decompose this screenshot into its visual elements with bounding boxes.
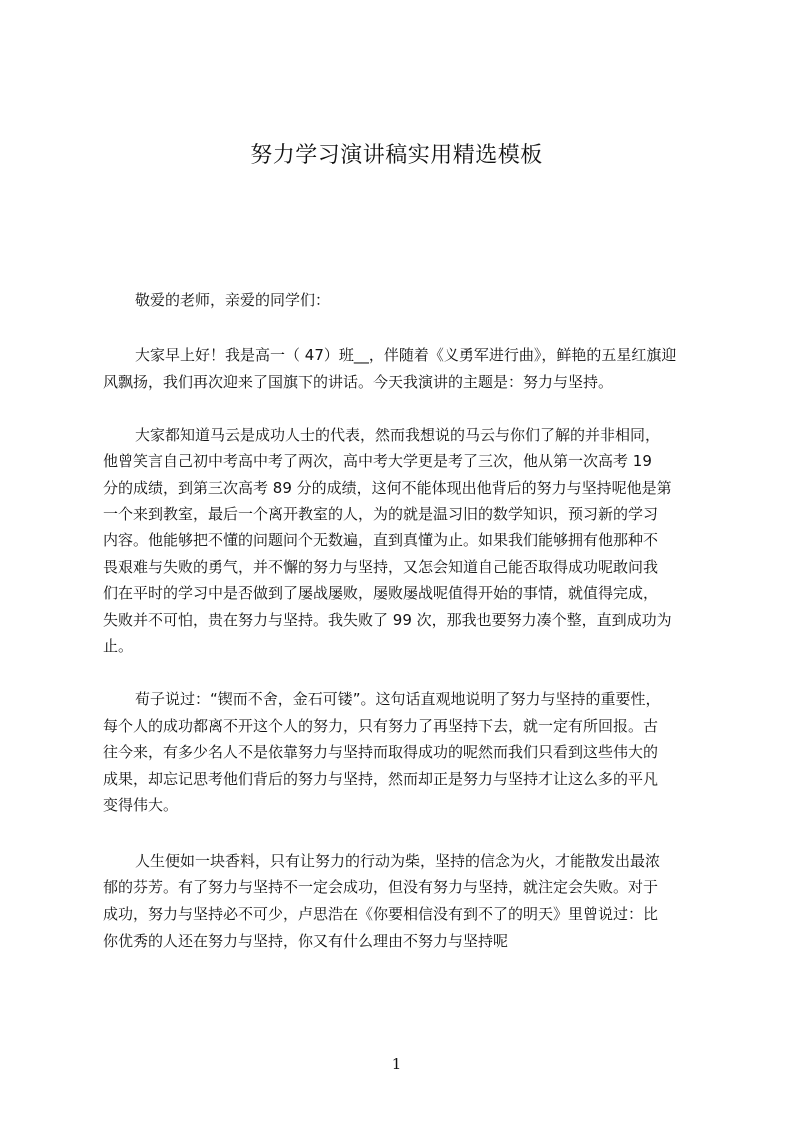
text-line: 大家早上好！我是高一（ 47）班__，伴随着《义勇军进行曲》，鲜艳的五星红旗迎 (135, 346, 677, 364)
text-line: 敬爱的老师，亲爱的同学们： (135, 291, 331, 309)
text-line: 郁的芬芳。有了努力与坚持不一定会成功，但没有努力与坚持，就注定会失败。对于 (103, 878, 659, 896)
text-line: 大家都知道马云是成功人士的代表，然而我想说的马云与你们了解的并非相同， (135, 426, 661, 444)
text-line: 人生便如一块香料，只有让努力的行动为柴，坚持的信念为火，才能散发出最浓 (135, 852, 661, 870)
text-line: 成功，努力与坚持必不可少，卢思浩在《你要相信没有到不了的明天》里曾说过：比 (103, 905, 659, 923)
text-line: 畏艰难与失败的勇气，并不懈的努力与坚持，又怎会知道自己能否取得成功呢敢问我 (103, 558, 659, 576)
text-line: 内容。他能够把不懂的问题问个无数遍，直到真懂为止。如果我们能够拥有他那种不 (103, 531, 659, 549)
text-line: 风飘扬，我们再次迎来了国旗下的讲话。今天我演讲的主题是：努力与坚持。 (103, 373, 614, 391)
text-line: 分的成绩，到第三次高考 89 分的成绩，这何不能体现出他背后的努力与坚持呢他是第 (103, 479, 672, 497)
page-number: 1 (391, 1055, 402, 1073)
text-line: 止。 (103, 637, 134, 655)
text-line: 一个来到教室，最后一个离开教室的人，为的就是温习旧的数学知识，预习新的学习 (103, 505, 659, 523)
text-line: 荀子说过：“锲而不舍，金石可镂”。这句话直观地说明了努力与坚持的重要性， (135, 690, 661, 708)
text-line: 失败并不可怕，贵在努力与坚持。我失败了 99 次，那我也要努力凑个整，直到成功为 (103, 611, 672, 629)
text-line: 成果，却忘记思考他们背后的努力与坚持，然而却正是努力与坚持才让这么多的平凡 (103, 770, 659, 788)
text-line: 每个人的成功都离不开这个人的努力，只有努力了再坚持下去，就一定有所回报。古 (103, 717, 659, 735)
text-line: 变得伟大。 (103, 796, 179, 814)
text-line: 你优秀的人还在努力与坚持，你又有什么理由不努力与坚持呢 (103, 932, 509, 950)
text-line: 往今来，有多少名人不是依靠努力与坚持而取得成功的呢然而我们只看到这些伟大的 (103, 743, 659, 761)
text-line: 们在平时的学习中是否做到了屡战屡败，屡败屡战呢值得开始的事情，就值得完成， (103, 584, 659, 602)
text-line: 他曾笑言自己初中考高中考了两次，高中考大学更是考了三次，他从第一次高考 19 (103, 452, 652, 470)
document-title: 努力学习演讲稿实用精选模板 (250, 143, 543, 168)
